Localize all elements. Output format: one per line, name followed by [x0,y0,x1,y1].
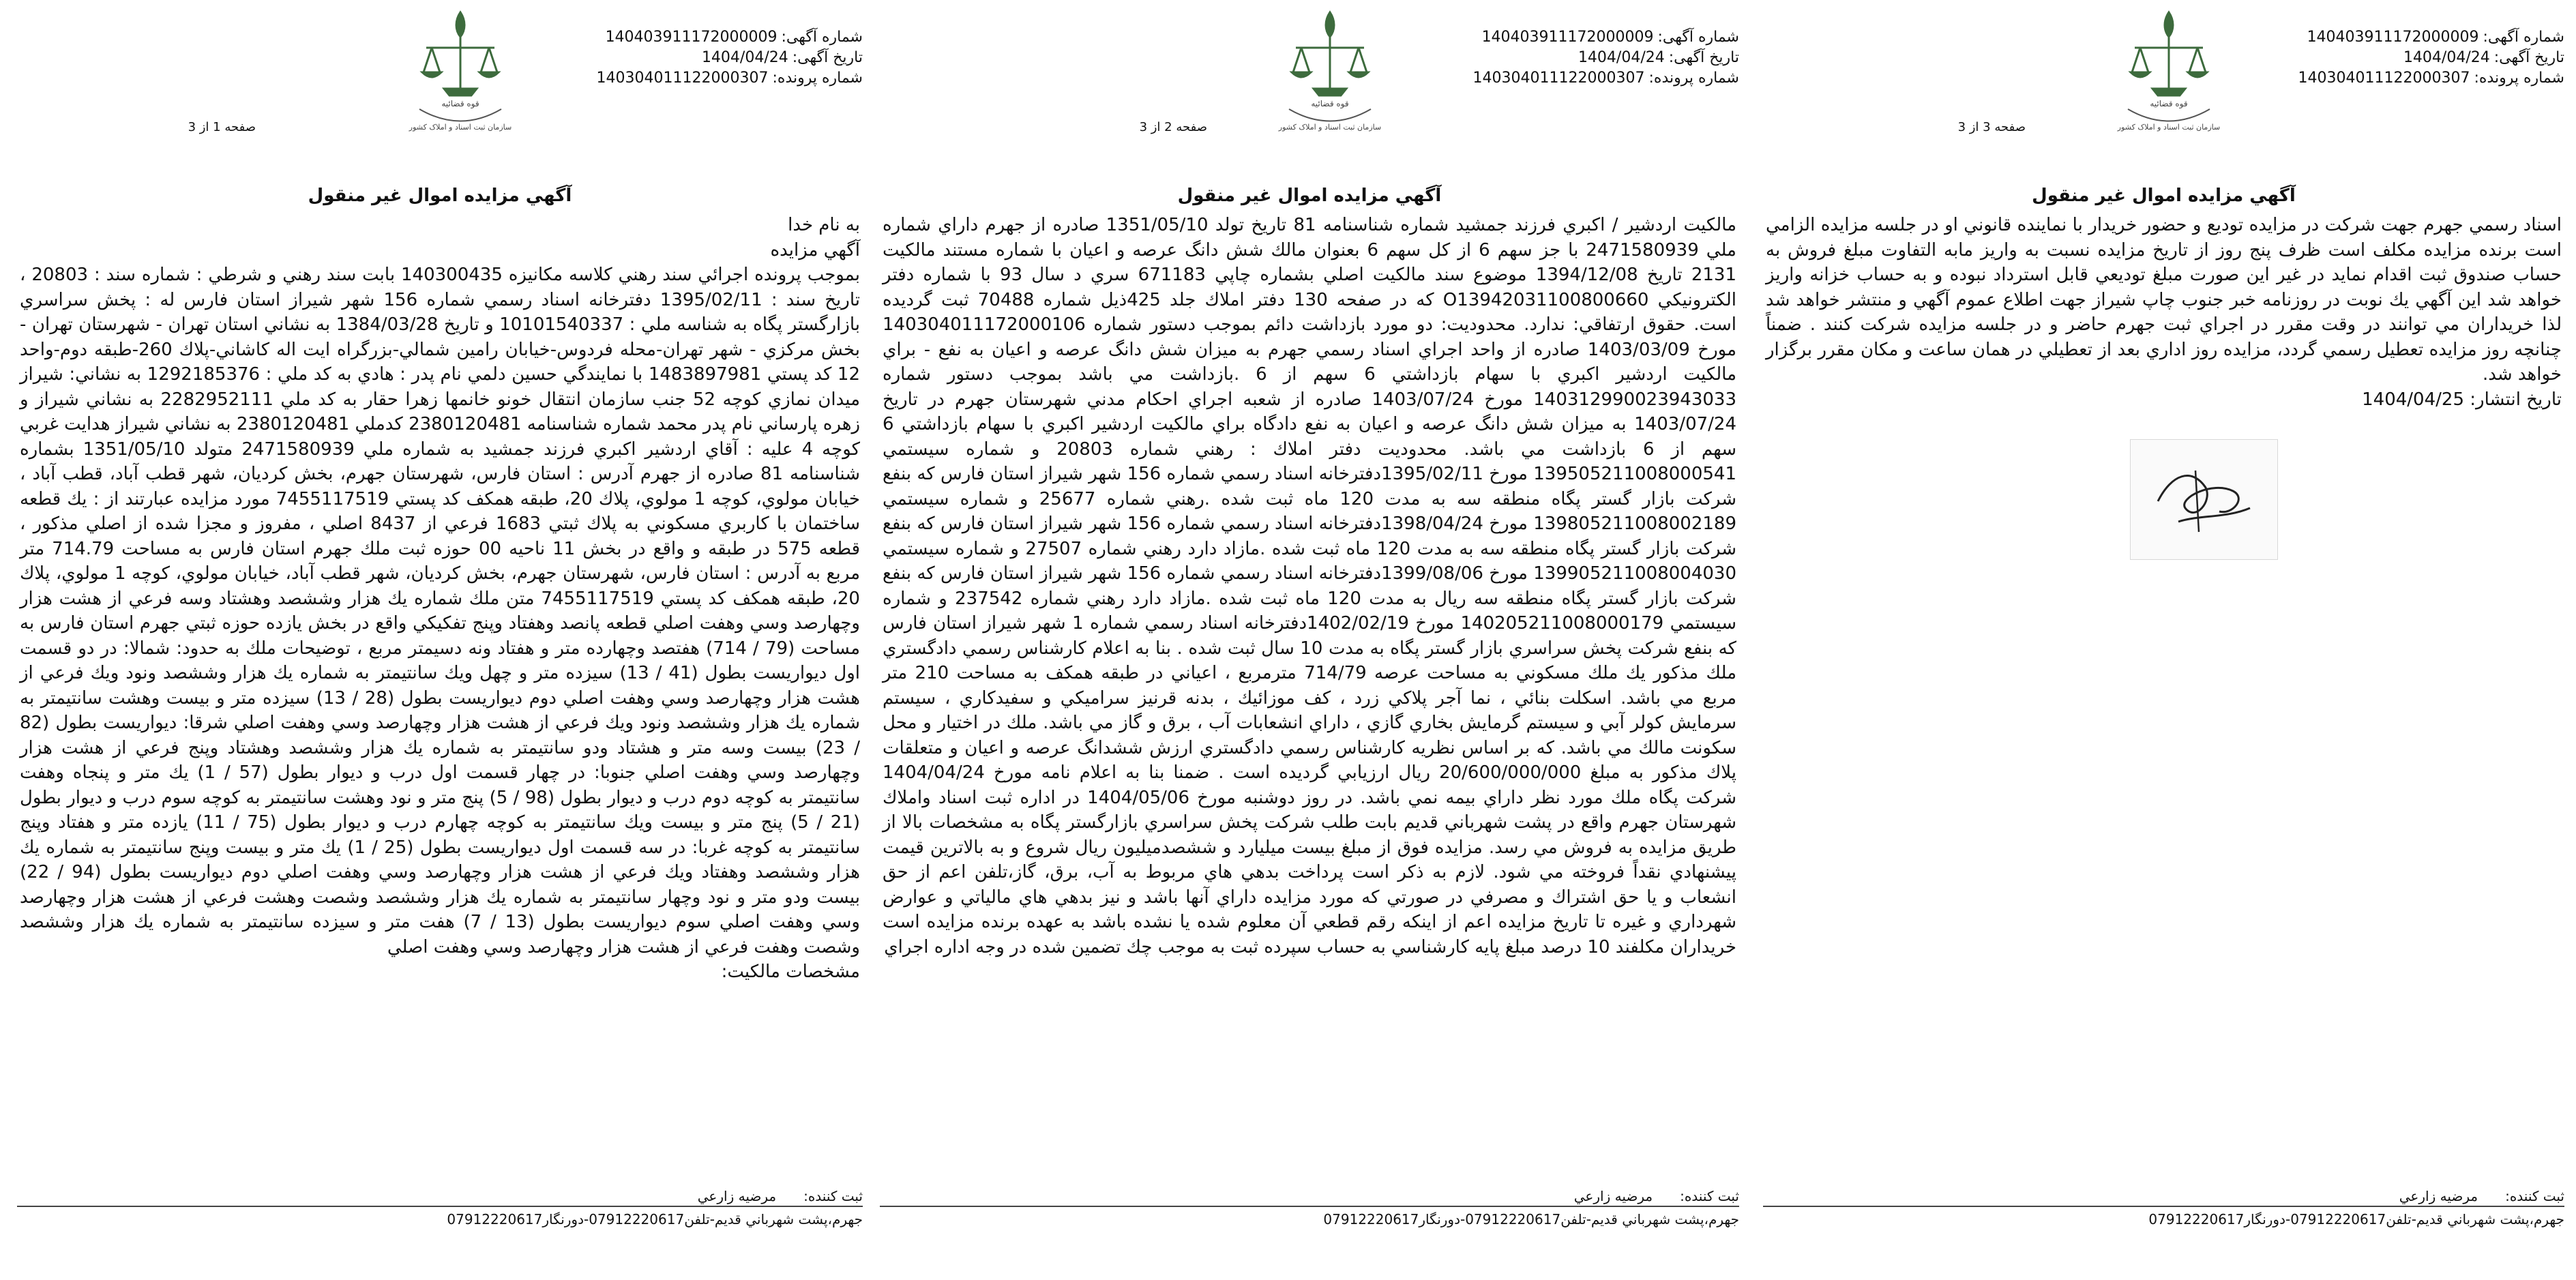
notice-body [17,213,863,985]
page-number: صفحه 1 از 3 [188,120,256,134]
registrar-name: مرضيه زارعي [1573,1188,1653,1204]
registrar-label: ثبت كننده: [803,1188,863,1204]
notice-body [880,213,1739,959]
office-address: جهرم،پشت شهرباني قديم-تلفن07912220617-دورنگار07912220617 [447,1211,863,1227]
page-footer [17,1187,863,1229]
page-number: صفحه 3 از 3 [1957,120,2026,134]
case-number-label: شماره پرونده: [772,70,863,87]
ad-date: 1404/04/24 [1578,49,1665,66]
emblem-caption: سازمان ثبت اسناد و املاک کشور [2117,123,2221,132]
case-number: 140304011122000307 [596,70,769,87]
footer-divider [880,1206,1739,1207]
body-paragraph: بموجب پرونده اجرائي سند رهني كلاسه مكانيزه 140300435 بابت سند رهني و شرطي : شماره سند : 20803 ، تاريخ سند : 1395/02/11 دفترخانه اسناد رسمي شماره 156 شهر شيراز استان فارس له : پخش سراسري بازارگستر پگاه به شناسه ملي : 10101540337 و تاريخ 1384/03/28 به نشاني استان تهران - شهرستان تهران - بخش مركزي - شهر تهران-محله فردوس-خيابان رامين شمالي-بزرگراه ايت اله كاشاني-پلاك 260-طبقه دوم-واحد 12 كد پستي 1483897981 با نمايندگي حسين دلمي نام پدر : هادي به كد ملي : 1292185376 به نشاني: شيراز ميدان نمازي كوچه 52 جنب سازمان انتقال خونو خانمها زهرا حقار به كد ملي 2282952111 به نشاني شيراز و زهره پارساني نام پدر محمد شماره شناسنامه 2380120481 كدملي 2380120481 به نشاني شيراز هدايت غربي كوچه 4 عليه : آقاي اردشير اكبري فرزند جمشيد به شماره ملي 2471580939 متولد 1351/05/10 بشماره شناسنامه 81 صادره از جهرم آدرس : استان فارس، شهرستان جهرم، بخش كرديان، شهر قطب آباد، قطب آباد ، خيابان مولوي، كوچه 1 مولوي، پلاك 20، طبقه همكف كد پستي 7455117519 مورد مزايده عبارتند از : يك قطعه ساختمان با كاربري مسكوني به پلاك ثبتي 1683 فرعي از 8437 اصلي ، مفروز و مجزا شده از اصلي مذكور ، قطعه 575 در طبقه و واقع در بخش 11 ناحيه 00 حوزه ثبت ملك جهرم استان فارس به مساحت 714.79 متر مربع به آدرس : استان فارس، شهرستان جهرم، بخش كرديان، شهر قطب آباد، خيابان مولوي، كوچه 1 مولوي، پلاك 20، طبقه همكف كد پستي 7455117519 متن ملك شماره يك هزار وششصد وهشتاد وسه فرعي از هشت هزار وچهارصد وسي وهفت اصلي قطعه پانصد وهفتاد وپنج تفكيكي واقع در بخش يازده حوزه ثبتي جهرم استان فارس به مساحت (79 / 714) هفتصد وچهارده متر و هفتاد ونه دسيمتر مربع ، توضيحات ملك به حدود: شمالا: در دو قسمت اول ديواريست بطول (41 / 13) سيزده متر و چهل ويك سانتيمتر به شماره يك هزار وششصد ونود ويك فرعي از هشت هزار وچهارصد وسي وهفت اصلي دوم ديواريست بطول (28 / 13) سيزده متر و بيست وهشت سانتيمتر به شماره يك هزار وششصد ونود ويك فرعي از هشت هزار وچهارصد وسي وهفت اصلي شرقا: ديواريست بطول (82 / 23) بيست وسه متر و هشتاد ودو سانتيمتر به شماره يك هزار وششصد وهشتاد وپنج فرعي از هشت هزار وچهارصد وسي وهفت اصلي جنوبا: در چهار قسمت اول درب و ديوار بطول (57 / 1) يك متر و پنجاه وهفت سانتيمتر به كوچه دوم درب و ديوار بطول (98 / 5) پنج متر و نود وهشت سانتيمتر به كوچه سوم درب و ديوار بطول (21 / 5) پنج متر و بيست ويك سانتيمتر به كوچه چهارم درب و ديوار بطول (75 / 11) يازده متر و هفتاد وپنج سانتيمتر به كوچه غربا: در سه قسمت اول ديواريست بطول (25 / 1) يك متر و بيست وپنج سانتيمتر به شماره يك هزار وششصد وهفتاد ويك فرعي از هشت هزار وچهارصد وسي وهفت اصلي دوم ديواريست بطول (94 / 22) بيست ودو متر و نود وچهار سانتيمتر به شماره يك هزار وششصد وشصت وهشت فرعي از هشت هزار وچهارصد وسي وهفت اصلي سوم ديواريست بطول (13 / 7) هفت متر و سيزده سانتيمتر به شماره يك هزار وششصد وشصت وهفت فرعي از هشت هزار وچهارصد وسي وهفت اصلي [20,265,861,957]
ad-number-label: شماره آگهی: [1657,29,1739,46]
ad-meta [2294,27,2564,89]
emblem-caption: سازمان ثبت اسناد و املاک کشور [1278,123,1382,132]
ad-number: 140403911172000009 [2307,29,2479,46]
publish-date-label: تاريخ انتشار: [2470,389,2562,410]
case-number: 140304011122000307 [1472,70,1645,87]
page-2-column [880,0,1739,1280]
notice-title: آگهي مزايده اموال غير منقول [1177,185,1442,206]
page-1-column [17,0,863,1280]
notice-heading-line: آگهي مزايده [770,239,860,261]
signature-image [2130,439,2278,560]
page-3-column [1763,0,2564,1280]
notice-title: آگهي مزايده اموال غير منقول [308,185,572,206]
office-address: جهرم،پشت شهرباني قديم-تلفن07912220617-دورنگار07912220617 [2148,1211,2564,1227]
bismillah-line: به نام خدا [788,215,860,235]
ownership-label: مشخصات مالكيت: [721,962,860,982]
judiciary-emblem-icon [2114,7,2223,136]
body-paragraph: مالكيت اردشير / اكبري فرزند جمشيد شماره شناسنامه 81 تاريخ تولد 1351/05/10 صادره از جهرم داراي شماره ملي 2471580939 با جز سهم 6 از كل سهم 6 بعنوان مالك شش دانگ عرصه و اعيان با شماره مستند مالكيت 2131 تاريخ 1394/12/08 موضوع سند مالكيت اصلي بشماره چاپي 671183 سري د سال 93 با شماره دفتر الكترونيكي O13942031100800660 كه در صفحه 130 دفتر املاك جلد 425ذيل شماره 70488 ثبت گرديده است. حقوق ارتفاقي: ندارد. محدوديت: دو مورد بازداشت دائم بموجب دستور شماره 140304011172000106 مورخ 1403/03/09 صادره از واحد اجراي اسناد رسمي جهرم به ميزان شش دانگ عرصه و اعيان به نفع - براي مالكيت اردشير اكبري با سهام بازداشتي 6 سهم از 6 .بازداشت مي باشد بموجب دستور شماره 140312990023943033 مورخ 1403/07/24 صادره از شعبه اجراي احكام مدني شهرستان جهرم در تاريخ 1403/07/24 به ميزان شش دانگ عرصه و اعيان به نفع دادگاه براي مالكيت اردشير اكبري با سهام بازداشتي 6 سهم از 6 بازداشت مي باشد. محدوديت دفتر املاك : رهني شماره 20803 و شماره سيستمي 139505211008000541 مورخ 1395/02/11دفترخانه اسناد رسمي شماره 156 شهر شيراز استان فارس كه بنفع شركت بازار گستر پگاه منطقه سه به مدت 120 ماه ثبت شده .رهني شماره 25677 و شماره سيستمي 139805211008002189 مورخ 1398/04/24دفترخانه اسناد رسمي شماره 156 شهر شيراز استان فارس كه بنفع شركت بازار گستر پگاه منطقه سه به مدت 120 ماه ثبت شده .مازاد دارد رهني شماره 27507 و شماره سيستمي 139905211008004030 مورخ 1399/08/06دفترخانه اسناد رسمي شماره 156 شهر شيراز استان فارس كه بنفع شركت بازار گستر پگاه منطقه سه ريال به مدت 120 ماه ثبت شده .مازاد دارد رهني شماره 237542 و شماره سيستمي 140205211008000179 مورخ 1402/02/19دفترخانه اسناد رسمي شماره 1 شهر شيراز استان فارس كه بنفع شركت پخش سراسري بازار گستر پگاه به مدت 10 سال ثبت شده . بنا به اعلام كارشناس رسمي دادگستري ملك مذكور يك ملك مسكوني به مساحت عرصه 714/79 مترمربع ، اعياني در طبقه همكف به مساحت 210 متر مربع مي باشد. اسكلت بنائي ، نما آجر پلاكي زرد ، كف موزائيك ، بدنه قرنيز سراميكي و سفيدكاري ، سيستم سرمايش كولر آبي و سيستم گرمايش بخاري گازي ، داراي انشعابات آب ، برق و گاز مي باشد. ملك در اختيار و محل سكونت مالك مي باشد. كه بر اساس نظريه كارشناس رسمي دادگستري ارزش ششدانگ عرصه و اعيان و متعلقات پلاك مذكور به مبلغ 20/600/000/000 ريال ارزيابي گرديده است . ضمنا بنا به اعلام نامه مورخ 1404/04/24 شركت پگاه ملك مورد نظر داراي بيمه نمي باشد. در روز دوشنبه مورخ 1404/05/06 در اداره ثبت اسناد واملاك شهرستان جهرم واقع در پشت شهرباني قديم بابت طلب شركت پخش سراسري بازارگستر پگاه به مشخصات بالا از طريق مزايده به فروش مي رسد. مزايده فوق از مبلغ بيست ميليارد و ششصدميليون ريال شروع و به بالاترين قيمت پيشنهادي نقداً فروخته مي شود. لازم به ذكر است پرداخت بدهي هاي مربوط به آب، برق، گاز،تلفن اعم از حق انشعاب و يا حق اشتراك و مصرفي در صورتي كه مورد مزايده داراي آنها باشد و نيز بدهي هاي مالياتي و عوارض شهرداري و غيره تا تاريخ مزايده اعم از اينكه رقم قطعي آن معلوم شده يا نشده باشد به عهده برنده مزايده است خريداران مكلفند 10 درصد مبلغ پايه كارشناسي به حساب سپرده ثبت به موجب چك تضمين شده در وجه اداره اجراي [883,215,1737,957]
notice-title: آگهي مزايده اموال غير منقول [2032,185,2296,206]
page-number: صفحه 2 از 3 [1139,120,1207,134]
ad-date: 1404/04/24 [701,49,788,66]
ad-number-label: شماره آگهی: [781,29,863,46]
footer-divider [1763,1206,2564,1207]
registrar-name: مرضيه زارعي [697,1188,777,1204]
ad-number: 140403911172000009 [605,29,778,46]
ad-date-label: تاریخ آگهی: [1668,49,1739,66]
publish-date: 1404/04/25 [2362,389,2464,410]
registrar-name: مرضيه زارعي [2399,1188,2478,1204]
emblem-sub-caption: قوه قضائیه [2150,99,2188,108]
page-header [17,0,863,170]
registrar-label: ثبت كننده: [2505,1188,2564,1204]
emblem-caption: سازمان ثبت اسناد و املاک کشور [409,123,512,132]
office-address: جهرم،پشت شهرباني قديم-تلفن07912220617-دورنگار07912220617 [1323,1211,1739,1227]
page-header [1763,0,2564,170]
ad-date-label: تاریخ آگهی: [2493,49,2564,66]
page-footer [880,1187,1739,1229]
body-paragraph: اسناد رسمي جهرم جهت شركت در مزايده توديع و حضور خريدار با نماينده قانوني او در جلسه مزايده الزامي است برنده مزايده مكلف است ظرف پنج روز از تاريخ مزايده نسبت به واريز مابه التفاوت مبلغ فروش به حساب صندوق ثبت اقدام نمايد در غير اين صورت مبلغ توديعي قابل استرداد نبوده و به حساب خزانه واريز خواهد شد اين آگهي يك نوبت در روزنامه خبر جنوب چاپ شيراز جهت اطلاع عموم آگهي و منتشر خواهد شد لذا خريداران مي توانند در وقت مقرر در اجراي ثبت جهرم حاضر و در جلسه مزايده شركت كنند . ضمناً چنانچه روز مزايده تعطيل رسمي گردد، مزايده روز اداري بعد از تعطيلي در همان ساعت و مكان مقرر برگزار خواهد شد. [1766,215,2562,385]
page-header [880,0,1739,170]
footer-divider [17,1206,863,1207]
ad-number-label: شماره آگهی: [2483,29,2564,46]
case-number-label: شماره پرونده: [1648,70,1739,87]
emblem-sub-caption: قوه قضائیه [441,99,479,108]
ad-meta [1469,27,1739,89]
judiciary-emblem-icon [1275,7,1385,136]
case-number: 140304011122000307 [2298,70,2470,87]
ad-meta [593,27,863,89]
judiciary-emblem-icon [406,7,515,136]
registrar-label: ثبت كننده: [1680,1188,1739,1204]
ad-date: 1404/04/24 [2403,49,2490,66]
page-footer [1763,1187,2564,1229]
case-number-label: شماره پرونده: [2474,70,2564,87]
notice-body [1763,213,2564,412]
ad-date-label: تاریخ آگهی: [792,49,863,66]
emblem-sub-caption: قوه قضائیه [1311,99,1349,108]
ad-number: 140403911172000009 [1481,29,1654,46]
